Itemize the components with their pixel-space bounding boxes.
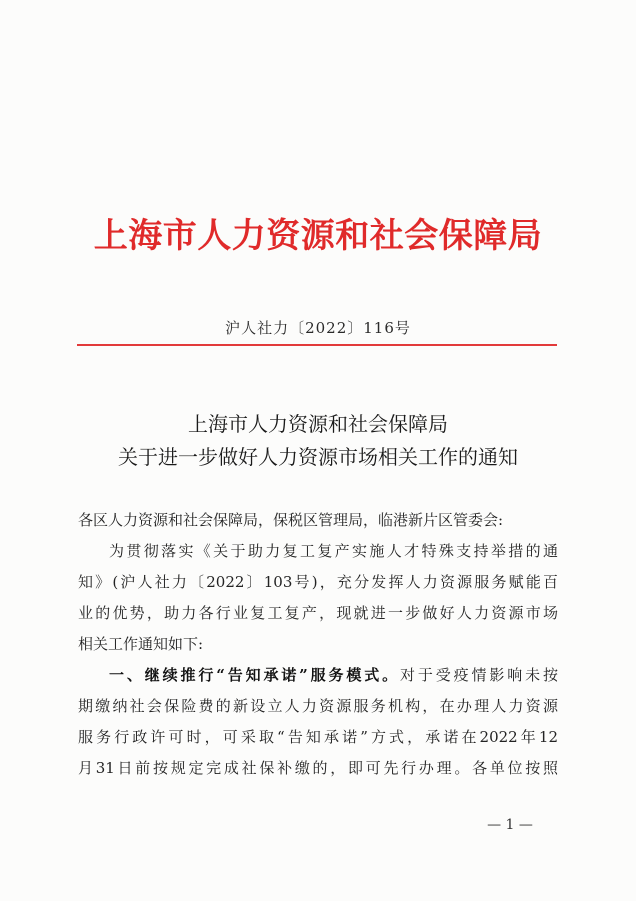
document-body	[78, 505, 558, 784]
section-1-line-1-rest: 对于受疫情影响未按	[400, 666, 558, 684]
section-1-first-line	[78, 660, 558, 691]
title-line-2: 关于进一步做好人力资源市场相关工作的通知	[118, 445, 518, 469]
intro-line-4: 相关工作通知如下:	[78, 635, 204, 653]
intro-line-3: 业的优势，助力各行业复工复产，现就进一步做好人力资源市场	[78, 604, 558, 622]
section-1-line-3: 服务行政许可时，可采取“告知承诺”方式，承诺在2022年12	[78, 728, 558, 746]
title-line-1: 上海市人力资源和社会保障局	[188, 412, 448, 436]
intro-line-1: 为贯彻落实《关于助力复工复产实施人才特殊支持举措的通	[109, 542, 558, 560]
red-divider-line	[77, 344, 557, 346]
agency-header: 上海市人力资源和社会保障局	[93, 216, 543, 256]
document-title	[0, 408, 636, 474]
section-1-line-4: 月31日前按规定完成社保补缴的，即可先行办理。各单位按照	[78, 759, 558, 777]
section-1-heading: 一、继续推行“告知承诺”服务模式。	[109, 666, 401, 684]
page-number: — 1 —	[487, 817, 533, 833]
section-1-line-2: 期缴纳社会保险费的新设立人力资源服务机构，在办理人力资源	[78, 697, 558, 715]
intro-line-2: 知》(沪人社力〔2022〕103号)，充分发挥人力资源服务赋能百	[78, 573, 558, 591]
addressee-line: 各区人力资源和社会保障局，保税区管理局，临港新片区管委会:	[78, 511, 504, 529]
document-number: 沪人社力〔2022〕116号	[225, 319, 411, 337]
